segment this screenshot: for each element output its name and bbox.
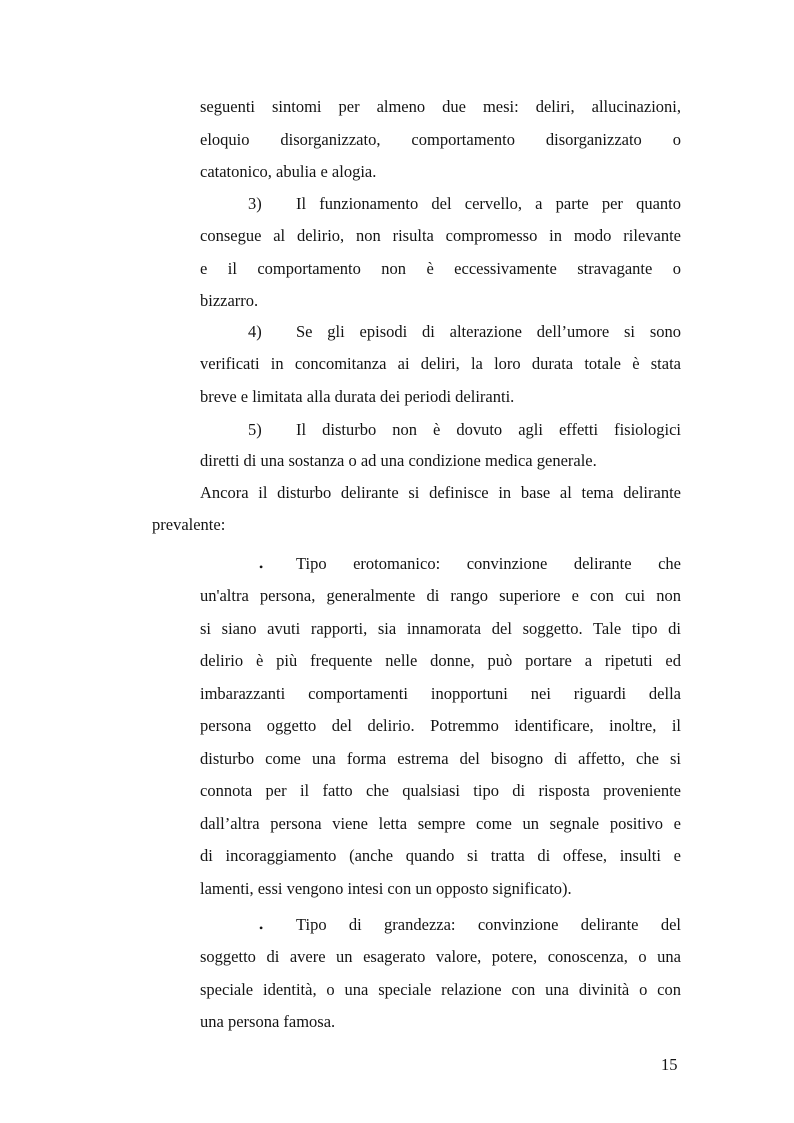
paragraph-intro	[200, 91, 681, 189]
item-4-body	[200, 348, 681, 413]
item-5-body	[200, 445, 681, 478]
text-line: consegue al delirio, non risulta compromesso in modo rilevante	[200, 226, 681, 245]
text-line: soggetto di avere un esagerato valore, potere, conoscenza, o una	[200, 947, 681, 966]
text-line: breve e limitata alla durata dei periodi deliranti.	[200, 386, 515, 406]
bullet-first-line: Tipo erotomanico: convinzione delirante che	[296, 554, 681, 573]
text-line: eloquio disorganizzato, comportamento disorganizzato o	[200, 129, 681, 149]
text-line: seguenti sintomi per almeno due mesi: deliri, allucinazioni,	[200, 97, 681, 116]
text-line: e il comportamento non è eccessivamente stravagante o	[200, 258, 681, 278]
text-line: verificati in concomitanza ai deliri, la loro durata totale è stata	[200, 354, 681, 373]
text-line: catatonico, abulia e alogia.	[200, 162, 377, 181]
text-line: disturbo come una forma estrema del bisogno di affetto, che si	[200, 748, 681, 768]
item-first-line: Il disturbo non è dovuto agli effetti fisiologici	[296, 420, 681, 439]
text-line: diretti di una sostanza o ad una condizione medica generale.	[200, 451, 597, 470]
bullet-first-line: Tipo di grandezza: convinzione delirante del	[296, 915, 681, 934]
item-number: 4)	[248, 322, 262, 341]
text-line: di incoraggiamento (anche quando si tratta di offese, insulti e	[200, 846, 681, 865]
text-line: speciale identità, o una speciale relazione con una divinità o con	[200, 979, 681, 999]
text-line: una persona famosa.	[200, 1012, 336, 1031]
bullet-icon: •	[259, 921, 264, 935]
text-line: persona oggetto del delirio. Potremmo identificare, inoltre, il	[200, 716, 681, 735]
text-line: si siano avuti rapporti, sia innamorata del soggetto. Tale tipo di	[200, 618, 681, 638]
page-number: 15	[661, 1055, 678, 1074]
text-line: dall’altra persona viene letta sempre come un segnale positivo e	[200, 813, 681, 833]
text-line: connota per il fatto che qualsiasi tipo di risposta proveniente	[200, 781, 681, 800]
item-first-line: Se gli episodi di alterazione dell’umore si sono	[296, 322, 681, 341]
paragraph-theme-continuation	[152, 509, 225, 542]
item-number: 5)	[248, 420, 262, 439]
item-first-line: Il funzionamento del cervello, a parte per quanto	[296, 194, 681, 213]
paragraph-theme	[200, 477, 681, 510]
text-line: un'altra persona, generalmente di rango superiore e con cui non	[200, 586, 681, 605]
text-line: bizzarro.	[200, 291, 259, 310]
bullet-1-body	[200, 580, 681, 905]
item-3-body	[200, 220, 681, 318]
text-line: imbarazzanti comportamenti inopportuni nei riguardi della	[200, 683, 681, 703]
bullet-2-body	[200, 941, 681, 1039]
item-number: 3)	[248, 194, 262, 213]
text-line: lamenti, essi vengono intesi con un opposto significato).	[200, 878, 572, 898]
text-line: delirio è più frequente nelle donne, può portare a ripetuti ed	[200, 651, 681, 670]
text-line: prevalente:	[152, 515, 226, 534]
bullet-icon: •	[259, 560, 264, 574]
text-line: Ancora il disturbo delirante si definisce in base al tema delirante	[200, 483, 681, 502]
